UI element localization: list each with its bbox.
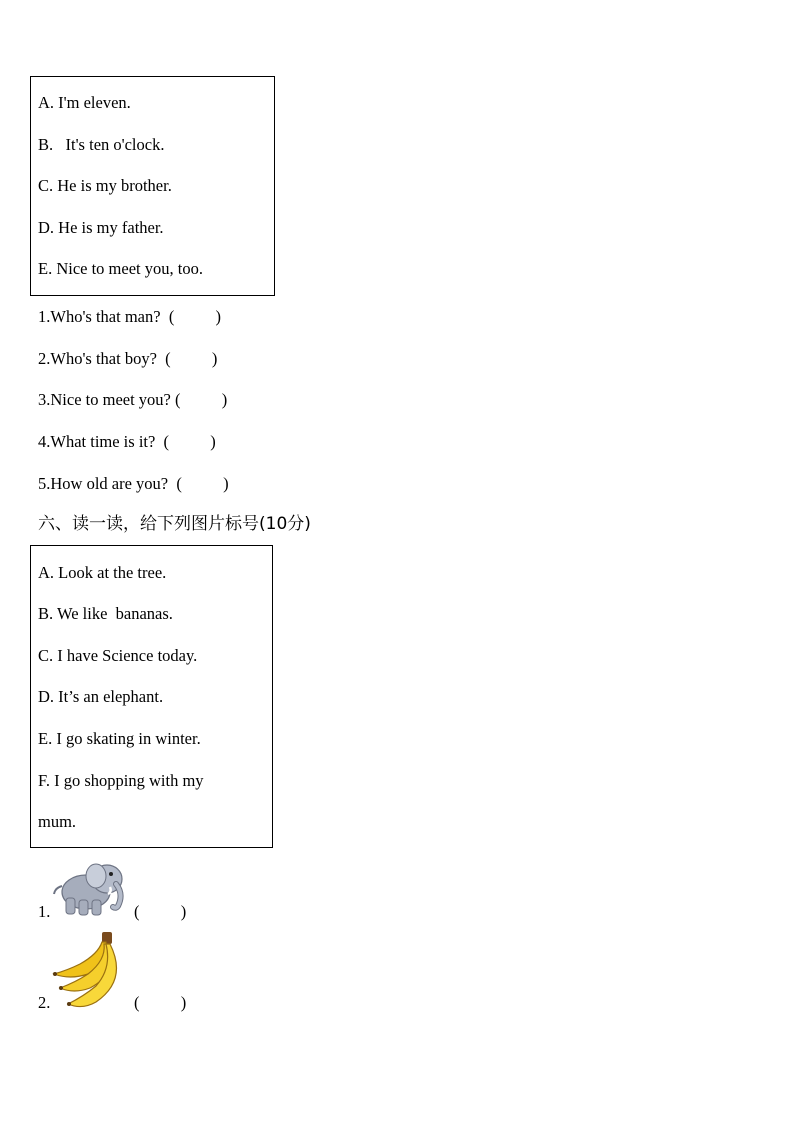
option-d: D. He is my father. xyxy=(38,218,164,237)
question-2: 2.Who's that boy? ( ) xyxy=(38,349,218,368)
option-b: B. We like bananas. xyxy=(38,604,173,623)
option-a: A. I'm eleven. xyxy=(38,93,131,112)
question-1: 1.Who's that man? ( ) xyxy=(38,307,222,326)
option-a: A. Look at the tree. xyxy=(38,563,167,582)
option-c: C. I have Science today. xyxy=(38,646,198,665)
section-heading: 六、读一读，给下列图片标号(10分) xyxy=(38,514,311,534)
question-4: 4.What time is it? ( ) xyxy=(38,432,216,451)
bananas-image xyxy=(50,930,130,1010)
option-c: C. He is my brother. xyxy=(38,176,172,195)
picture-item-1-answer-blank[interactable]: ( ) xyxy=(134,902,187,921)
question-3: 3.Nice to meet you? ( ) xyxy=(38,390,228,409)
picture-item-2-answer-blank[interactable]: ( ) xyxy=(134,993,187,1012)
option-d: D. It’s an elephant. xyxy=(38,687,164,706)
picture-item-2-number: 2. xyxy=(38,993,51,1012)
option-e: E. I go skating in winter. xyxy=(38,729,201,748)
elephant-image xyxy=(52,854,128,920)
option-e: E. Nice to meet you, too. xyxy=(38,259,203,278)
option-b: B. It's ten o'clock. xyxy=(38,135,165,154)
picture-item-1-number: 1. xyxy=(38,902,51,921)
option-f: F. I go shopping with my xyxy=(38,771,204,790)
option-f-continued: mum. xyxy=(38,812,77,831)
question-5: 5.How old are you? ( ) xyxy=(38,474,229,493)
